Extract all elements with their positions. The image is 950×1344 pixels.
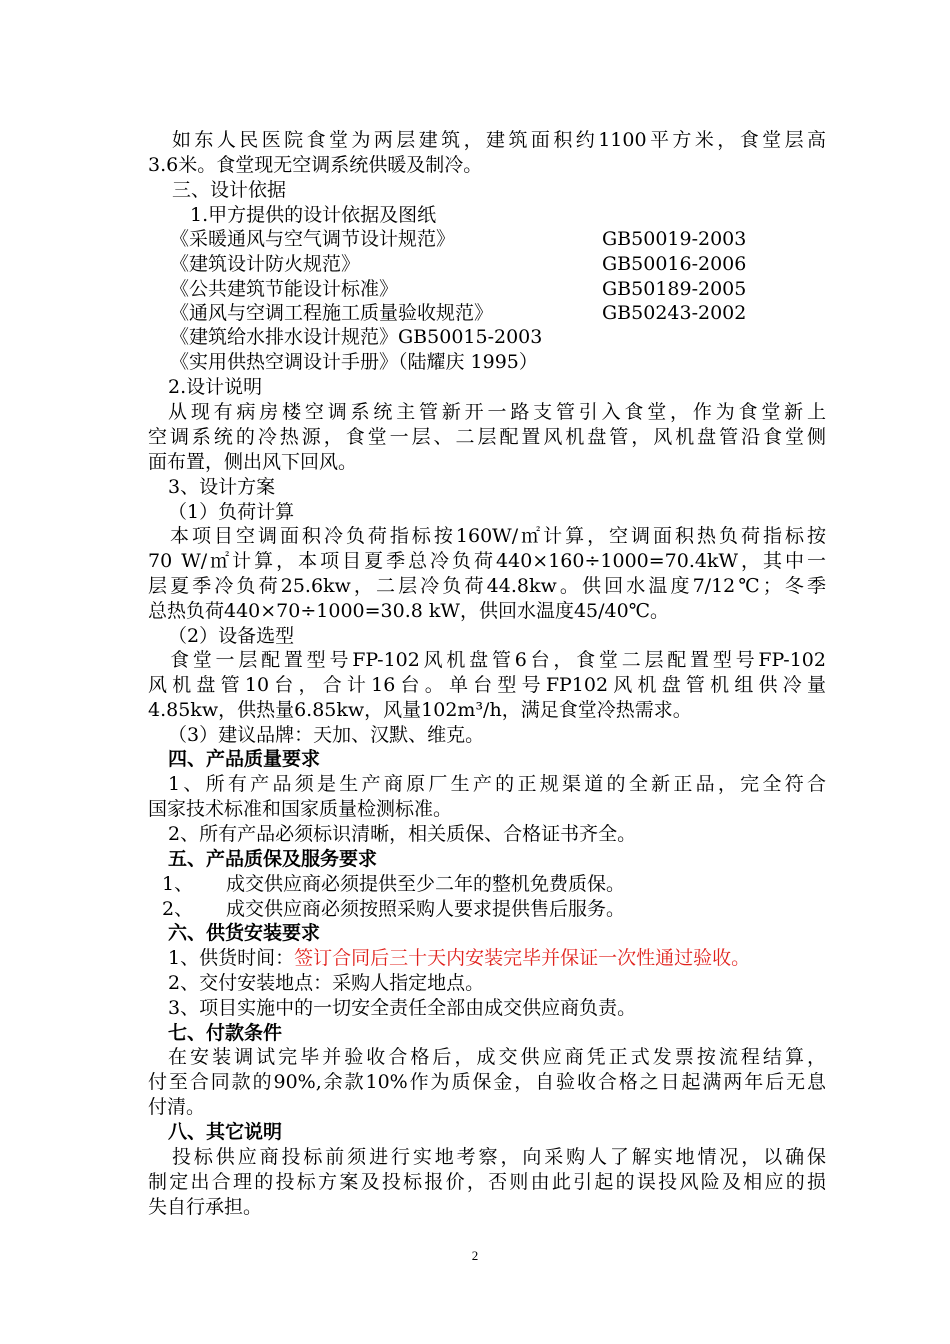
paragraph-line: 70 W/㎡计算，本项目夏季总冷负荷440×160÷1000=70.4kW，其中一 [148,550,826,572]
standard-code: GB50016-2006 [602,253,747,275]
subheading: （1）负荷计算 [168,501,295,523]
standard-line: 《建筑给水排水设计规范》GB50015-2003 [170,326,543,348]
section-heading-5: 五、产品质保及服务要求 [168,848,378,870]
standard-name: 《通风与空调工程施工质量验收规范》 [170,302,494,324]
standard-name: 《采暖通风与空气调节设计规范》 [170,228,456,250]
paragraph-line: 面布置，侧出风下回风。 [148,451,358,473]
paragraph-line: 本项目空调面积冷负荷指标按160W/㎡计算，空调面积热负荷指标按 [170,525,826,547]
section-heading-3: 三、设计依据 [172,179,287,201]
paragraph-line: 投标供应商投标前须进行实地考察，向采购人了解实地情况，以确保 [172,1146,826,1168]
paragraph-line: 1、所有产品须是生产商原厂生产的正规渠道的全新正品，完全符合 [168,773,826,795]
paragraph-line: 风机盘管10台，合计16台。单台型号FP102风机盘管机组供冷量 [148,674,826,696]
list-number: 1、 [162,873,194,895]
subheading: 2.设计说明 [168,376,263,398]
standard-code: GB50019-2003 [602,228,747,250]
paragraph-line: 4.85kw，供热量6.85kw，风量102m³/h，满足食堂冷热需求。 [148,699,692,721]
standard-name: 《建筑设计防火规范》 [170,253,361,275]
paragraph-line: 2、交付安装地点：采购人指定地点。 [168,972,485,994]
list-item: 成交供应商必须提供至少二年的整机免费质保。 [226,873,626,895]
paragraph-line: 空调系统的冷热源，食堂一层、二层配置风机盘管，风机盘管沿食堂侧 [148,426,826,448]
paragraph-line: 从现有病房楼空调系统主管新开一路支管引入食堂，作为食堂新上 [168,401,826,423]
paragraph-line: 总热负荷440×70÷1000=30.8 kW，供回水温度45/40℃。 [148,600,669,622]
paragraph-line: 付至合同款的90%,余款10%作为质保金，自验收合格之日起满两年后无息 [148,1071,826,1093]
section-heading-7: 七、付款条件 [168,1022,283,1044]
subheading: （2）设备选型 [168,625,295,647]
paragraph-line: 如东人民医院食堂为两层建筑，建筑面积约1100平方米，食堂层高 [172,129,826,151]
paragraph-line: 国家技术标准和国家质量检测标准。 [148,798,453,820]
delivery-time-label: 1、供货时间： [168,947,295,969]
standard-name: 《公共建筑节能设计标准》 [170,278,399,300]
section-heading-6: 六、供货安装要求 [168,922,321,944]
standard-code: GB50243-2002 [602,302,747,324]
paragraph-line: 2、所有产品必须标识清晰，相关质保、合格证书齐全。 [168,823,637,845]
paragraph-line: 3、项目实施中的一切安全责任全部由成交供应商负责。 [168,997,637,1019]
paragraph-line: 制定出合理的投标方案及投标报价，否则由此引起的误投风险及相应的损 [148,1171,826,1193]
standard-code: GB50189-2005 [602,278,747,300]
page-number: 2 [471,1248,479,1263]
subheading: 1.甲方提供的设计依据及图纸 [190,204,437,226]
paragraph-line: 3.6米。食堂现无空调系统供暖及制冷。 [148,154,483,176]
paragraph-line: 付清。 [148,1096,206,1118]
paragraph-line [168,946,750,970]
section-heading-8: 八、其它说明 [168,1121,283,1143]
section-heading-4: 四、产品质量要求 [168,748,321,770]
list-item: 成交供应商必须按照采购人要求提供售后服务。 [226,898,626,920]
standard-line: 《实用供热空调设计手册》（陆耀庆 1995） [170,351,538,373]
paragraph-line: 在安装调试完毕并验收合格后，成交供应商凭正式发票按流程结算， [168,1046,826,1068]
paragraph-line: 食堂一层配置型号FP-102风机盘管6台，食堂二层配置型号FP-102 [170,649,826,671]
subheading: 3、设计方案 [168,476,276,498]
list-number: 2、 [162,898,194,920]
paragraph-line: 失自行承担。 [148,1196,263,1218]
delivery-time-highlight: 签订合同后三十天内安装完毕并保证一次性通过验收。 [294,947,751,969]
paragraph-line: 层夏季冷负荷25.6kw，二层冷负荷44.8kw。供回水温度7/12℃；冬季 [148,575,826,597]
subheading: （3）建议品牌：天加、汉默、维克。 [168,724,485,746]
